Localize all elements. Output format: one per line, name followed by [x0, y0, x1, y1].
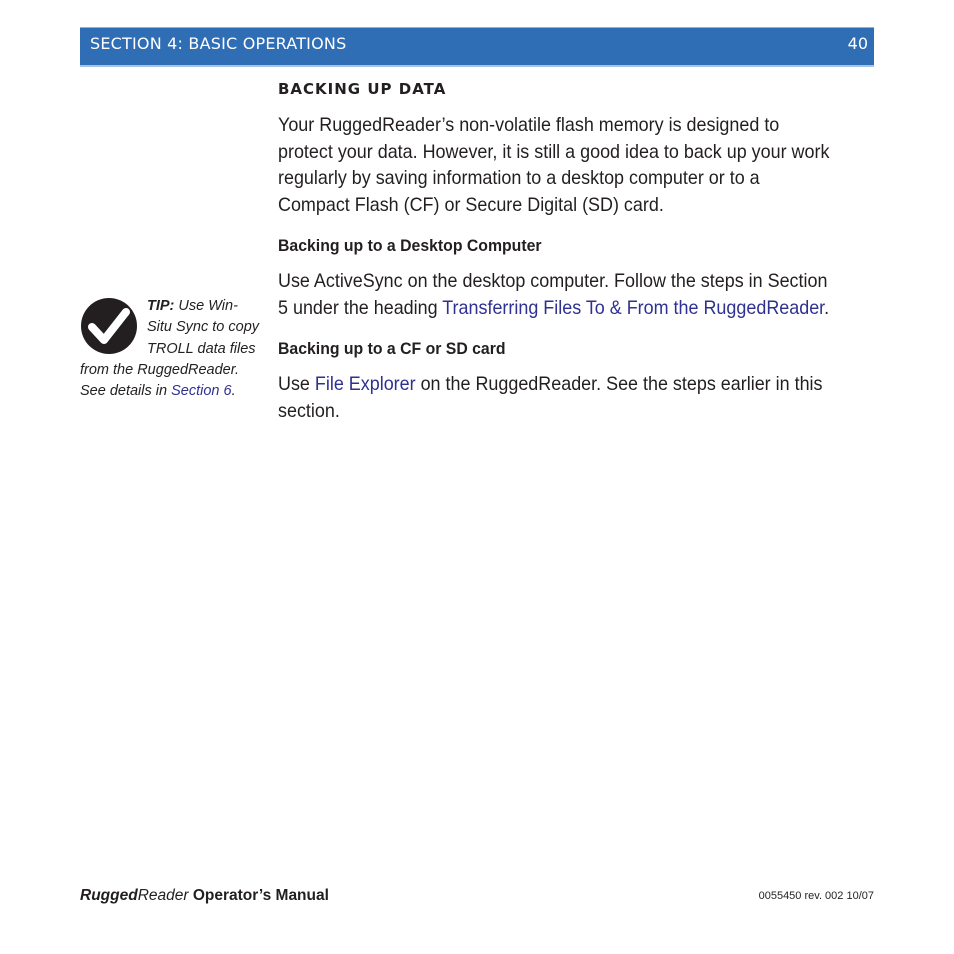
page-number: 40	[847, 34, 868, 53]
card-subheading: Backing up to a CF or SD card	[278, 339, 506, 358]
tip-line-3: TROLL data files	[147, 340, 256, 357]
card-text-before: Use	[278, 373, 315, 395]
tip-note	[80, 296, 265, 402]
desktop-subheading: Backing up to a Desktop Computer	[278, 236, 542, 255]
file-explorer-link[interactable]: File Explorer	[314, 373, 416, 395]
card-text-after: on the RuggedReader. See the steps earlier in this section.	[278, 373, 823, 422]
brand-rugged: Rugged	[80, 887, 138, 904]
intro-paragraph: Your RuggedReader’s non-volatile flash memory is designed to protect your data. However, it is still a good idea to back up your work regularly by saving information to a desktop computer or to a Compact Flash (CF) or Secure Digital (SD) card.	[278, 114, 830, 216]
section-6-link[interactable]: Section 6	[171, 383, 232, 400]
card-paragraph	[278, 371, 830, 424]
tip-label: TIP:	[147, 298, 175, 314]
tip-line-2: Situ Sync to copy	[147, 319, 260, 336]
tip-line-1: TIP: Use Win-	[147, 298, 238, 314]
desktop-text-before: Use ActiveSync on the desktop computer. Follow the steps in Section 5 under the heading	[278, 270, 828, 319]
footer-manual-title	[80, 887, 329, 905]
brand-reader: Reader	[137, 887, 189, 904]
tip-line-5: See details in Section 6.	[80, 383, 236, 400]
manual-label: Operator’s Manual	[188, 887, 329, 904]
desktop-text-after: .	[824, 296, 830, 319]
footer-doc-number: 0055450 rev. 002 10/07	[758, 890, 874, 902]
tip-line-4: from the RuggedReader.	[80, 361, 240, 378]
desktop-paragraph	[278, 268, 830, 321]
page-heading: BACKING UP DATA	[278, 80, 447, 98]
section-header-bar	[80, 27, 874, 65]
transferring-files-link[interactable]: Transferring Files To & From the RuggedReader	[442, 296, 825, 319]
section-title: SECTION 4: BASIC OPERATIONS	[90, 34, 347, 53]
